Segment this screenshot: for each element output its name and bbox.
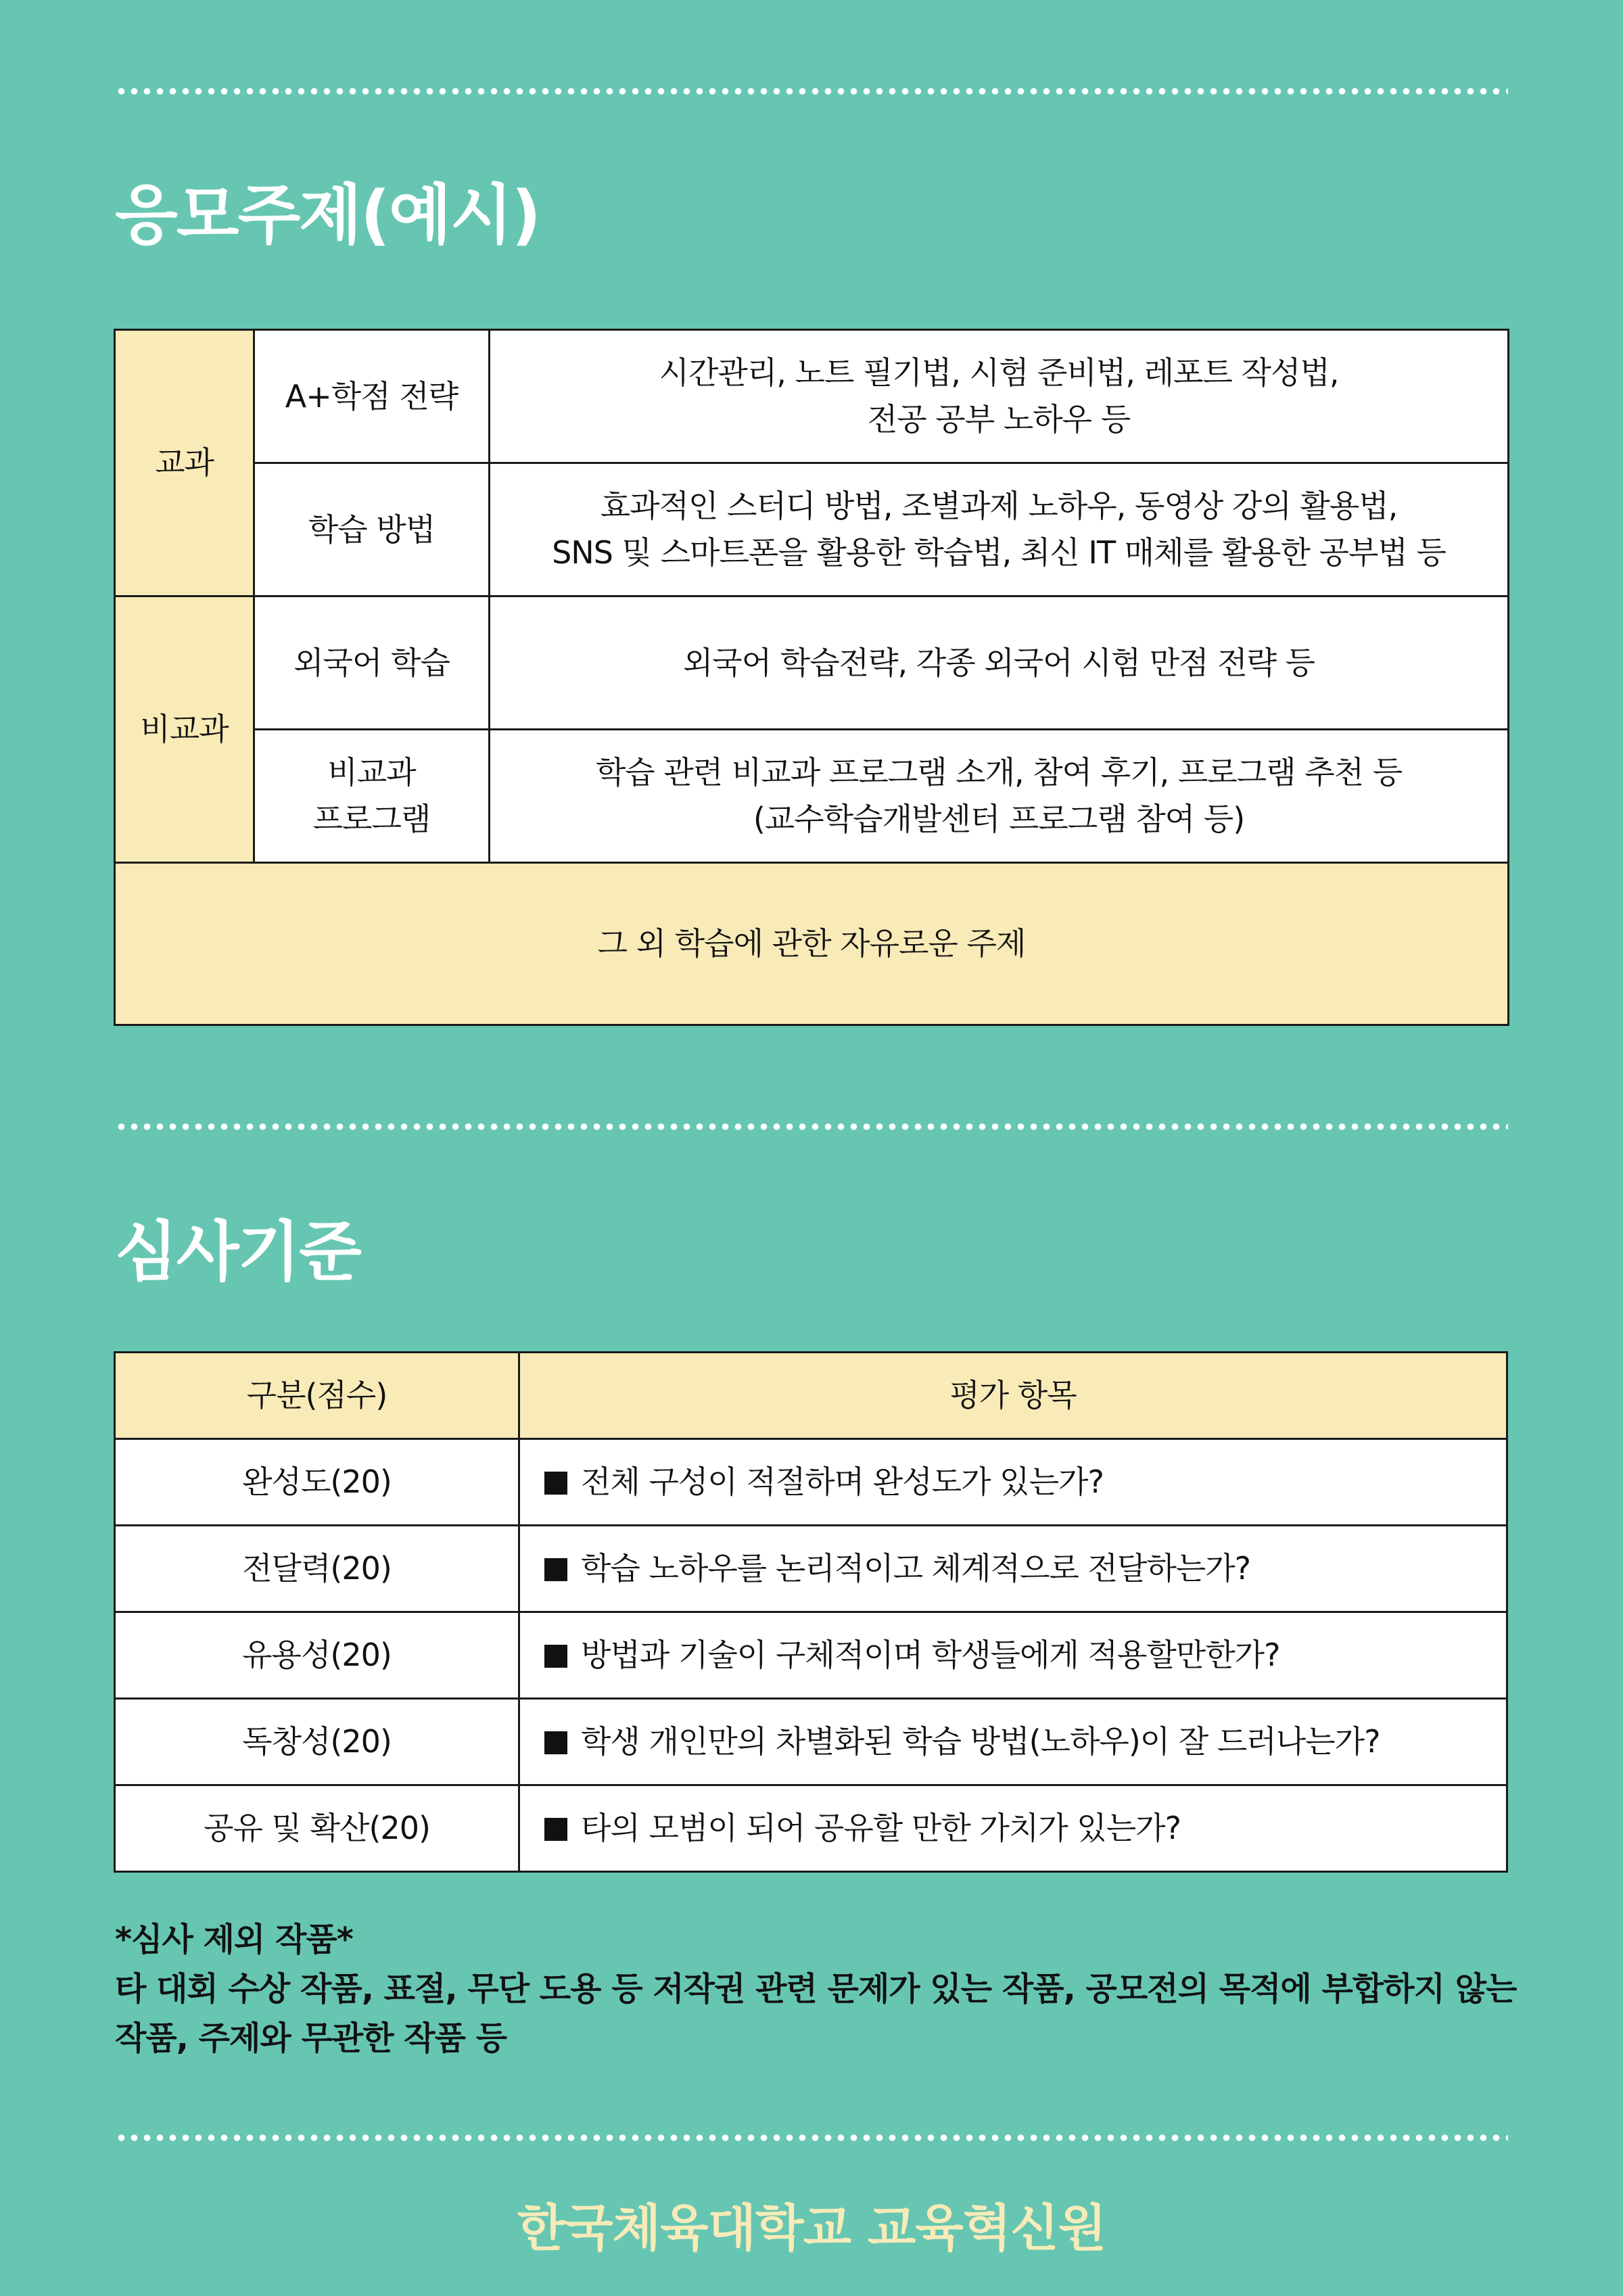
description-line: SNS 및 스마트폰을 활용한 학습법, 최신 IT 매체를 활용한 공부법 등 bbox=[552, 534, 1446, 571]
table-row bbox=[115, 463, 1509, 596]
divider-dotted-middle bbox=[115, 1123, 1508, 1130]
description-line: 효과적인 스터디 방법, 조별과제 노하우, 동영상 강의 활용법, bbox=[600, 488, 1398, 524]
item-text: 전체 구성이 적절하며 완성도가 있는가? bbox=[581, 1463, 1104, 1500]
description-line: 시간관리, 노트 필기법, 시험 준비법, 레포트 작성법, bbox=[659, 354, 1339, 391]
description-line: 학습 관련 비교과 프로그램 소개, 참여 후기, 프로그램 추천 등 bbox=[595, 754, 1403, 791]
square-bullet-icon bbox=[544, 1472, 567, 1495]
table-row bbox=[115, 1699, 1507, 1785]
subcategory-cell: 학습 방법 bbox=[254, 463, 490, 596]
column-header: 평가 항목 bbox=[519, 1353, 1507, 1439]
subcategory-cell bbox=[254, 730, 490, 863]
item-text: 학습 노하우를 논리적이고 체계적으로 전달하는가? bbox=[581, 1550, 1251, 1587]
description-line: (교수학습개발센터 프로그램 참여 등) bbox=[753, 801, 1245, 837]
organization-footer: 한국체육대학교 교육혁신원 bbox=[517, 2199, 1106, 2257]
section-title-topics: 응모주제(예시) bbox=[115, 177, 540, 253]
exclusion-note bbox=[115, 1915, 1522, 2063]
item-text: 타의 모범이 되어 공유할 만한 가치가 있는가? bbox=[581, 1810, 1181, 1846]
item-text: 방법과 기술이 구체적이며 학생들에게 적용할만한가? bbox=[581, 1637, 1280, 1673]
description-cell: 외국어 학습전략, 각종 외국어 시험 만점 전략 등 bbox=[490, 596, 1509, 730]
item-cell bbox=[519, 1612, 1507, 1699]
table-header-row bbox=[115, 1353, 1507, 1439]
item-cell bbox=[519, 1526, 1507, 1612]
category-cell: 교과 bbox=[115, 330, 254, 596]
criterion-cell: 공유 및 확산(20) bbox=[115, 1785, 519, 1872]
square-bullet-icon bbox=[544, 1731, 567, 1754]
criterion-cell: 완성도(20) bbox=[115, 1439, 519, 1526]
table-row bbox=[115, 1612, 1507, 1699]
table-row bbox=[115, 1785, 1507, 1872]
exclusion-note-body: 타 대회 수상 작품, 표절, 무단 도용 등 저작권 관련 문제가 있는 작품, 공모전의 목적에 부합하지 않는 작품, 주제와 무관한 작품 등 bbox=[115, 1970, 1517, 2057]
criterion-cell: 유용성(20) bbox=[115, 1612, 519, 1699]
topics-table bbox=[114, 329, 1509, 1026]
item-text: 학생 개인만의 차별화된 학습 방법(노하우)이 잘 드러나는가? bbox=[581, 1723, 1380, 1760]
criteria-table bbox=[114, 1351, 1508, 1873]
description-cell bbox=[490, 330, 1509, 463]
exclusion-note-title: *심사 제외 작품* bbox=[115, 1921, 353, 1959]
item-cell bbox=[519, 1439, 1507, 1526]
square-bullet-icon bbox=[544, 1645, 567, 1668]
table-row bbox=[115, 330, 1509, 463]
column-header: 구분(점수) bbox=[115, 1353, 519, 1439]
description-line: 전공 공부 노하우 등 bbox=[867, 401, 1131, 438]
item-cell bbox=[519, 1785, 1507, 1872]
subcategory-line: 프로그램 bbox=[312, 801, 431, 837]
section-title-criteria: 심사기준 bbox=[115, 1214, 360, 1290]
free-topic-cell: 그 외 학습에 관한 자유로운 주제 bbox=[115, 863, 1509, 1025]
subcategory-line: 비교과 bbox=[327, 754, 416, 791]
item-cell bbox=[519, 1699, 1507, 1785]
criterion-cell: 전달력(20) bbox=[115, 1526, 519, 1612]
description-cell bbox=[490, 730, 1509, 863]
square-bullet-icon bbox=[544, 1818, 567, 1841]
subcategory-cell: 외국어 학습 bbox=[254, 596, 490, 730]
table-row bbox=[115, 1439, 1507, 1526]
table-row bbox=[115, 1526, 1507, 1612]
divider-dotted-top bbox=[115, 88, 1508, 95]
category-cell: 비교과 bbox=[115, 596, 254, 863]
square-bullet-icon bbox=[544, 1558, 567, 1581]
table-row bbox=[115, 863, 1509, 1025]
criterion-cell: 독창성(20) bbox=[115, 1699, 519, 1785]
divider-dotted-bottom bbox=[115, 2134, 1508, 2141]
table-row bbox=[115, 596, 1509, 730]
subcategory-cell: A+학점 전략 bbox=[254, 330, 490, 463]
description-cell bbox=[490, 463, 1509, 596]
table-row bbox=[115, 730, 1509, 863]
